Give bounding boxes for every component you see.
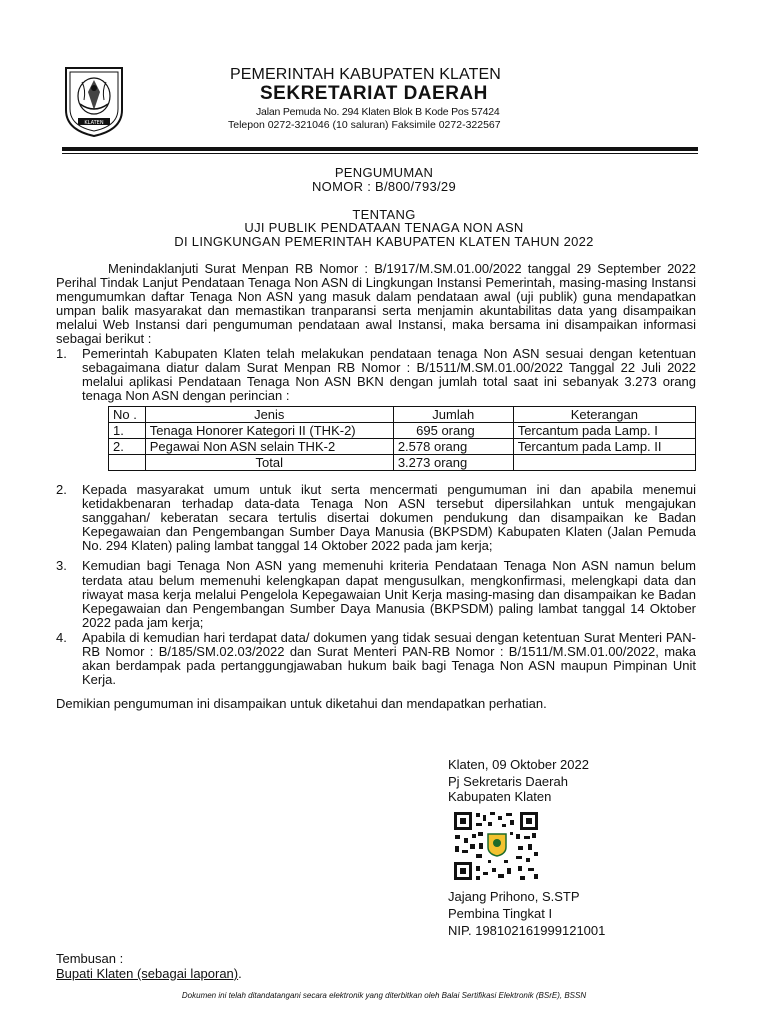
cc-recipient-line [56, 966, 242, 981]
document-type: PENGUMUMAN [334, 165, 434, 180]
cell-empty [109, 454, 146, 470]
signer-details [448, 889, 605, 938]
letterhead-divider [62, 147, 698, 151]
signer-institution: Kabupaten Klaten [448, 789, 552, 804]
cell-no: 1. [109, 422, 146, 438]
header-keterangan: Keterangan [513, 406, 695, 422]
list-item [56, 347, 696, 471]
office-address: Jalan Pemuda No. 294 Klaten Blok B Kode Pos 57424 [256, 106, 500, 118]
about-label: TENTANG [352, 207, 416, 222]
announcement-body [56, 262, 696, 711]
cell-jumlah: 695 orang [393, 422, 513, 438]
table-row [109, 438, 696, 454]
office-phone: Telepon 0272-321046 (10 saluran) Faksimile 0272-322567 [228, 119, 501, 131]
table-header-row [109, 406, 696, 422]
cell-jenis: Tenaga Honorer Kategori II (THK-2) [145, 422, 393, 438]
closing-paragraph: Demikian pengumuman ini disampaikan untuk diketahui dan mendapatkan perhatian. [56, 696, 547, 712]
cell-jenis: Pegawai Non ASN selain THK-2 [145, 438, 393, 454]
point-text: Kepada masyarakat umum untuk ikut serta mencermati pengumuman ini dan apabila menemui ketidakbenaran terhadap data-data Tenaga Non ASN tersebut dipersilahkan untuk mengajukan sanggahan/ keberatan secara tertulis disertai dokumen pendukung dan disampaikan ke Badan Kepegawaian dan Pengembangan Sumber Daya Manusia (BKPSDM) Kabupaten Klaten (Jalan Pemuda No. 294 Klaten) paling lambat tanggal 14 Oktober 2022 pada jam kerja; [82, 481, 696, 554]
klaten-regency-crest-icon [62, 66, 126, 138]
point-number: 4. [56, 629, 67, 645]
cc-recipient: Bupati Klaten (sebagai laporan) [56, 966, 239, 981]
signer-name: Jajang Prihono, S.STP [448, 889, 580, 904]
signer-rank: Pembina Tingkat I [448, 906, 553, 921]
list-item [56, 559, 696, 629]
total-label: Total [145, 454, 393, 470]
point-number: 1. [56, 345, 67, 361]
table-total-row [109, 454, 696, 470]
point-number: 2. [56, 481, 67, 497]
cell-keterangan: Tercantum pada Lamp. II [513, 438, 695, 454]
place-date: Klaten, 09 Oktober 2022 [448, 757, 589, 772]
points-list [56, 347, 696, 688]
point-text: Kemudian bagi Tenaga Non ASN yang memenuhi kriteria Pendataan Tenaga Non ASN namun belum terdata atau belum memenuhi kelengkapan dapat mengusulkan, mengkonfirmasi, melengkapi data dan riwayat masa kerja melalui Pengelola Kepegawaian Unit Kerja masing-masing dan disampaikan ke Badan Kepegawaian dan Pengembangan Sumber Daya Manusia (BKPSDM) paling lambat tanggal 14 Oktober 2022 pada jam kerja; [82, 558, 696, 630]
cell-jumlah: 2.578 orang [393, 438, 513, 454]
e-signature-note: Dokumen ini telah ditandatangani secara elektronik yang diterbitkan oleh Balai Sertifikasi Elektronik (BSrE), BSSN [181, 991, 587, 1000]
cc-suffix: . [238, 966, 242, 981]
subject-line-2: DI LINGKUNGAN PEMERINTAH KABUPATEN KLATEN TAHUN 2022 [174, 234, 594, 249]
cell-keterangan: Tercantum pada Lamp. I [513, 422, 695, 438]
list-item [56, 483, 696, 553]
header-jumlah: Jumlah [393, 406, 513, 422]
cell-no: 2. [109, 438, 146, 454]
header-jenis: Jenis [145, 406, 393, 422]
document-number: NOMOR : B/800/793/29 [311, 179, 456, 194]
signer-nip: NIP. 198102161999121001 [448, 923, 606, 938]
office-name: SEKRETARIAT DAERAH [260, 83, 488, 104]
letterhead-divider-thin [62, 153, 698, 154]
total-value: 3.273 orang [393, 454, 513, 470]
intro-paragraph: Menindaklanjuti Surat Menpan RB Nomor : B/1917/M.SM.01.00/2022 tanggal 29 September 2022 Perihal Tindak Lanjut Pendataan Tenaga Non ASN di Lingkungan Instansi Pemerintah, masing-masing Instansi mengumumkan daftar Tenaga Non ASN yang masuk dalam pendataan awal (uji publik) guna mendapatkan umpan balik masyarakat dan memastikan tranparansi serta menjamin akuntabilitas data yang disampaikan melalui Web Instansi dari pengumuman pendataan awal Instansi, maka bersama ini disampaikan informasi sebagai berikut : [56, 261, 696, 347]
signer-position: Pj Sekretaris Daerah [448, 774, 568, 789]
header-no: No . [109, 406, 146, 422]
qr-code-icon [452, 810, 540, 882]
point-number: 3. [56, 558, 67, 574]
list-item [56, 631, 696, 687]
letterhead [230, 66, 610, 132]
subject-line-1: UJI PUBLIK PENDATAAN TENAGA NON ASN [244, 220, 524, 235]
crest-label: KLATEN [84, 120, 104, 126]
table-row [109, 422, 696, 438]
signature-header [448, 757, 589, 804]
point-text: Apabila di kemudian hari terdapat data/ dokumen yang tidak sesuai dengan ketentuan Surat Menteri PAN-RB Nomor : B/185/SM.02.03/2022 dan Surat Menteri PAN-RB Nomor : B/1511/M.SM.01.00/2022, maka akan berdampak pada pertanggungjawaban hukum baik bagi Tenaga Non ASN maupun Pimpinan Unit Kerja. [82, 629, 696, 688]
non-asn-summary-table [108, 406, 696, 471]
government-name: PEMERINTAH KABUPATEN KLATEN [230, 66, 501, 83]
cell-empty [513, 454, 695, 470]
cc-label: Tembusan : [56, 951, 124, 966]
point-text: Pemerintah Kabupaten Klaten telah melakukan pendataan tenaga Non ASN sesuai dengan ketentuan sebagaimana diatur dalam Surat Menpan RB Nomor : B/1511/M.SM.01.00/2022 Tanggal 22 Juli 2022 melalui aplikasi Pendataan Tenaga Non ASN BKN dengan jumlah total saat ini sebanyak 3.273 orang tenaga Non ASN dengan perincian : [82, 345, 696, 403]
